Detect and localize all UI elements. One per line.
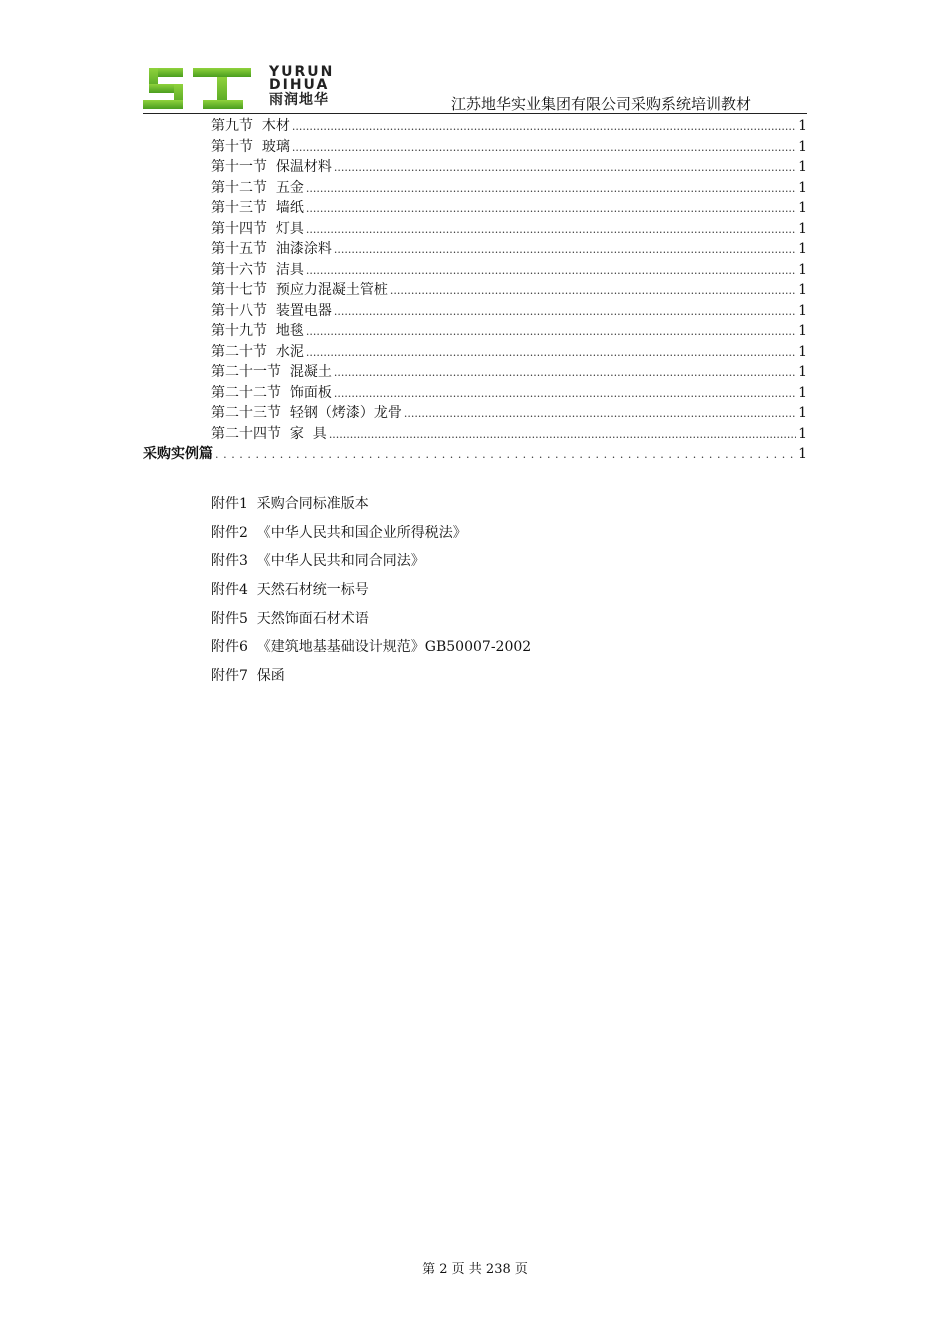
page-header [143, 66, 807, 114]
toc-leader-dots [306, 219, 796, 241]
toc-leader-dots [306, 198, 796, 220]
attachment-item: 附件2 《中华人民共和国企业所得税法》 [211, 524, 467, 541]
toc-entry-page: 1 [798, 446, 807, 462]
toc-entry[interactable] [143, 403, 807, 424]
toc-leader-dots [334, 362, 796, 384]
toc-leader-dots [390, 280, 796, 302]
toc-leader-dots [306, 260, 796, 282]
toc-leader-dots [334, 157, 796, 179]
toc-entry[interactable] [143, 198, 807, 219]
toc-entry-title: 第十五节 油漆涂料 [211, 241, 332, 257]
toc-entry-page: 1 [798, 302, 807, 319]
toc-leader-dots [334, 301, 796, 323]
toc-entry-title: 第二十一节 混凝土 [211, 364, 332, 380]
toc-entry-title: 采购实例篇 [143, 446, 213, 462]
toc-entry-page: 1 [798, 261, 807, 278]
toc-entry-page: 1 [798, 200, 807, 216]
toc-entry[interactable] [143, 260, 807, 281]
toc-entry-title: 第十四节 灯具 [211, 220, 304, 237]
attachment-item: 附件4 天然石材统一标号 [211, 582, 369, 599]
toc-entry-title: 第十节 玻璃 [211, 138, 290, 155]
toc-entry-title: 第十九节 地毯 [211, 323, 304, 339]
toc-entry-page: 1 [798, 241, 807, 257]
toc-entry-title: 第十一节 保温材料 [211, 159, 332, 175]
toc-leader-dots [306, 342, 796, 364]
yurun-logo-icon [143, 68, 255, 110]
toc-entry-title: 第十七节 预应力混凝土管桩 [211, 282, 388, 298]
header-title: 江苏地华实业集团有限公司采购系统培训教材 [450, 95, 751, 113]
attachment-item: 附件6 《建筑地基基础设计规范》GB50007-2002 [211, 639, 532, 656]
toc-entry[interactable] [143, 137, 807, 158]
toc-leader-dots [404, 403, 796, 425]
table-of-contents [143, 116, 807, 465]
logo-en-line2: DIHUA [269, 77, 330, 93]
toc-entry[interactable] [143, 362, 807, 383]
toc-entry-title: 第二十节 水泥 [211, 343, 304, 360]
logo-en-line1: YURUN [269, 64, 335, 80]
attachment-item: 附件5 天然饰面石材术语 [211, 610, 369, 627]
toc-entry-page: 1 [798, 159, 807, 175]
logo-text [269, 66, 393, 112]
toc-entry[interactable] [143, 116, 807, 137]
toc-leader-dots [292, 137, 796, 159]
toc-entry-page: 1 [798, 138, 807, 155]
toc-entry-page: 1 [798, 323, 807, 339]
toc-entry-page: 1 [798, 364, 807, 380]
toc-entry-page: 1 [798, 343, 807, 360]
toc-leader-dots [334, 383, 796, 405]
toc-entry-title: 第十三节 墙纸 [211, 200, 304, 216]
toc-entry-title: 第十八节 装置电器 [211, 302, 332, 319]
toc-entry[interactable] [143, 219, 807, 240]
toc-entry-page: 1 [798, 118, 807, 134]
toc-entry[interactable] [143, 444, 807, 465]
toc-entry-title: 第二十四节 家 具 [211, 425, 327, 442]
toc-entry-title: 第二十三节 轻钢（烤漆）龙骨 [211, 405, 402, 421]
toc-entry-page: 1 [798, 425, 807, 442]
toc-entry[interactable] [143, 383, 807, 404]
toc-entry[interactable] [143, 342, 807, 363]
toc-entry-title: 第九节 木材 [211, 118, 290, 134]
attachment-item: 附件1 采购合同标准版本 [211, 496, 369, 512]
toc-leader-dots [334, 239, 796, 261]
attachment-item: 附件7 保函 [211, 668, 285, 685]
attachments-list [211, 490, 531, 691]
toc-leader-dots [329, 424, 796, 446]
toc-entry[interactable] [143, 157, 807, 178]
toc-entry-page: 1 [798, 220, 807, 237]
toc-entry[interactable] [143, 239, 807, 260]
toc-leader-dots [292, 116, 796, 138]
toc-entry-page: 1 [798, 405, 807, 421]
toc-entry[interactable] [143, 424, 807, 445]
toc-entry[interactable] [143, 301, 807, 322]
toc-entry[interactable] [143, 321, 807, 342]
toc-leader-dots [306, 321, 796, 343]
toc-leader-dots [306, 178, 796, 200]
toc-entry[interactable] [143, 280, 807, 301]
toc-entry-page: 1 [798, 179, 807, 196]
toc-entry-title: 第十六节 洁具 [211, 261, 304, 278]
toc-entry-page: 1 [798, 384, 807, 401]
header-rule [143, 113, 807, 114]
toc-entry[interactable] [143, 178, 807, 199]
page-footer: 第 2 页 共 238 页 [422, 1262, 528, 1277]
toc-leader-dots [215, 444, 796, 466]
toc-entry-page: 1 [798, 282, 807, 298]
logo-cn: 雨润地华 [269, 92, 329, 108]
toc-entry-title: 第十二节 五金 [211, 179, 304, 196]
toc-entry-title: 第二十二节 饰面板 [211, 384, 332, 401]
attachment-item: 附件3 《中华人民共和同合同法》 [211, 553, 425, 570]
